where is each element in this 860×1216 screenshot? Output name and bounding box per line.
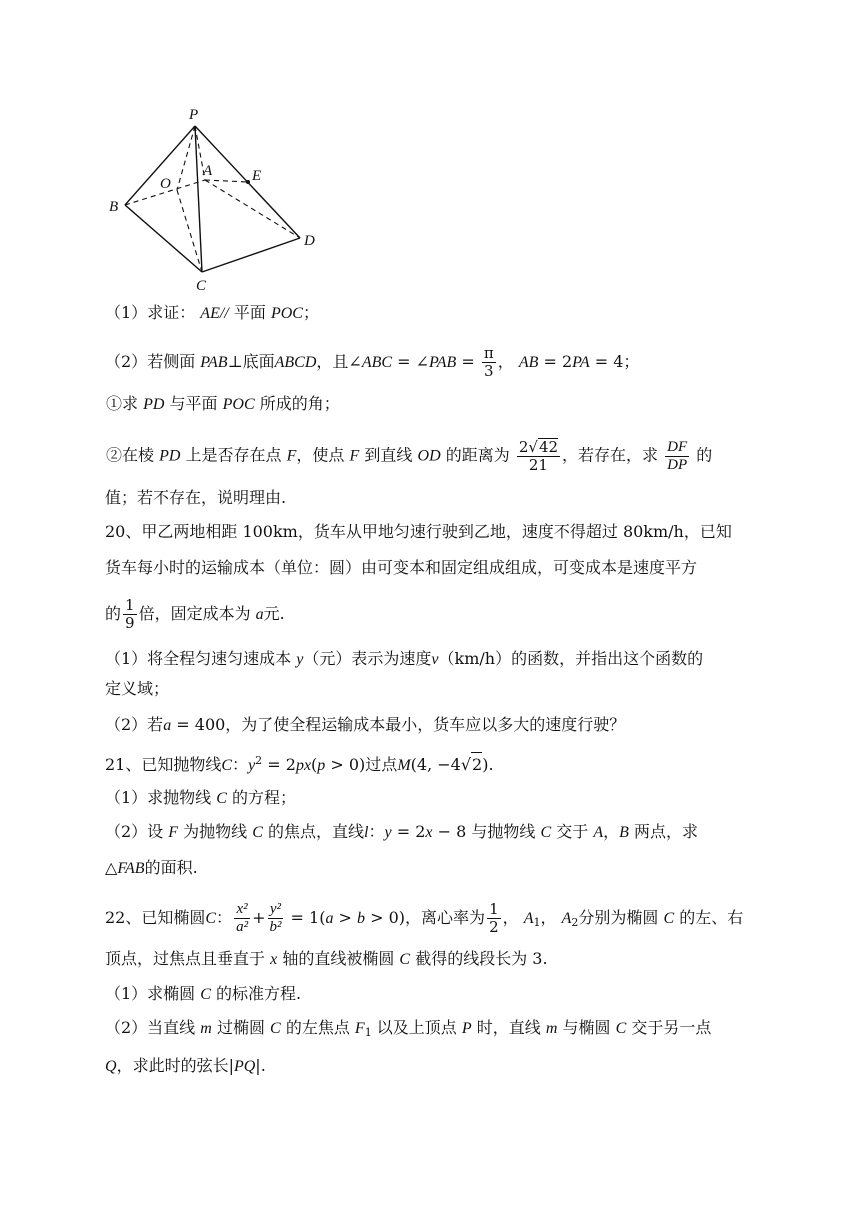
math: m bbox=[545, 1020, 558, 1037]
q22-line2 bbox=[105, 947, 548, 972]
label-c: C bbox=[196, 278, 207, 294]
label-p: P bbox=[189, 107, 199, 123]
text: 的左焦点 bbox=[285, 1018, 350, 1037]
text: ， bbox=[497, 352, 514, 371]
text: − 8 与抛物线 bbox=[432, 822, 536, 841]
edge-ad bbox=[205, 180, 300, 238]
math: F bbox=[349, 447, 360, 465]
text: 倍，固定成本为 bbox=[138, 604, 251, 623]
text: ， bbox=[540, 908, 557, 927]
text: 21、已知抛物线 bbox=[105, 755, 222, 774]
text: > 0) bbox=[325, 755, 366, 774]
text: （2）设 bbox=[105, 822, 164, 841]
text: = 1( bbox=[285, 908, 326, 927]
pyramid-figure bbox=[100, 100, 340, 300]
math: AE// bbox=[200, 305, 229, 322]
numerator: 1 bbox=[489, 900, 499, 918]
edge-bc bbox=[125, 205, 202, 272]
q20-line2: 货车每小时的运输成本（单位：圆）由可变本和固定组成组成，可变成本是速度平方 bbox=[105, 558, 698, 577]
text: ，求此时的弦长| bbox=[116, 1056, 234, 1075]
math: C bbox=[399, 951, 411, 968]
numerator: y² bbox=[269, 901, 282, 917]
text: |. bbox=[255, 1056, 266, 1075]
text: 顶点，过焦点且垂直于 bbox=[105, 949, 266, 968]
text: 为抛物线 bbox=[183, 822, 248, 841]
text: 时，直线 bbox=[476, 1018, 541, 1037]
text: ，若存在，求 bbox=[562, 445, 659, 465]
part-number: （1） bbox=[105, 303, 148, 322]
text: 到直线 bbox=[364, 445, 413, 465]
q22-part2-line2 bbox=[105, 1054, 266, 1079]
math: PAB bbox=[429, 354, 457, 371]
numerator: 2√42 bbox=[518, 438, 559, 456]
text: 的 bbox=[696, 445, 713, 465]
q20-line3 bbox=[105, 597, 285, 632]
q20-part1-line2: 定义域； bbox=[105, 679, 170, 698]
math: ABC bbox=[361, 354, 393, 371]
math: y bbox=[248, 757, 256, 774]
exponent: 2 bbox=[255, 754, 263, 767]
text: ( bbox=[311, 755, 318, 774]
numerator: π bbox=[483, 344, 494, 362]
text: = ∠ bbox=[392, 352, 430, 371]
text: 两点，求 bbox=[634, 822, 699, 841]
numerator: 1 bbox=[125, 596, 135, 614]
math: PD bbox=[159, 447, 181, 465]
denominator: 3 bbox=[484, 362, 494, 380]
math: C bbox=[216, 790, 227, 807]
math: a bbox=[325, 910, 334, 927]
text: （2）当直线 bbox=[105, 1018, 196, 1037]
fraction-df-dp bbox=[665, 439, 689, 474]
math: y bbox=[384, 824, 392, 841]
q21-line1: 21、已知抛物线C：$y^2 = 2px(p > 0)$过点M(4, −4√2). bbox=[105, 749, 494, 778]
denominator: a² bbox=[236, 919, 249, 935]
fraction-y2-b2 bbox=[267, 901, 283, 936]
q21-part2-line2 bbox=[105, 856, 198, 881]
label-b: B bbox=[109, 199, 119, 215]
math: PQ bbox=[233, 1058, 256, 1075]
math: PD bbox=[143, 396, 165, 413]
math: a bbox=[163, 717, 172, 734]
text: 轴的直线被椭圆 bbox=[282, 949, 395, 968]
math: y bbox=[296, 651, 304, 668]
q19-sub1 bbox=[106, 392, 340, 417]
part-number: （2） bbox=[105, 352, 148, 371]
math: M bbox=[397, 757, 411, 774]
math: F bbox=[168, 824, 179, 841]
fraction-one-half bbox=[487, 901, 501, 936]
subscript: 1 bbox=[533, 916, 541, 929]
fraction-x2-a2 bbox=[234, 901, 250, 936]
text: 分别为椭圆 bbox=[578, 908, 659, 927]
math: a bbox=[255, 606, 264, 623]
text: 的左、右 bbox=[679, 908, 744, 927]
math: C bbox=[615, 1020, 627, 1037]
edge-pb bbox=[125, 126, 195, 205]
fraction-one-ninth bbox=[123, 597, 137, 632]
text: ，使点 bbox=[296, 445, 345, 465]
math: C bbox=[221, 757, 233, 774]
text: ： bbox=[216, 908, 233, 927]
fraction-distance bbox=[517, 438, 560, 474]
text: （1）求抛物线 bbox=[105, 788, 212, 807]
label-o: O bbox=[160, 176, 171, 192]
q22-part1 bbox=[105, 982, 301, 1007]
text: 22、已知椭圆 bbox=[105, 908, 206, 927]
text: ，且∠ bbox=[316, 352, 362, 371]
subscript: 1 bbox=[364, 1026, 372, 1039]
text: ， bbox=[502, 908, 519, 927]
math: p bbox=[317, 757, 326, 774]
label-e: E bbox=[252, 168, 262, 184]
edge-ae bbox=[205, 180, 248, 182]
text: 若侧面 bbox=[147, 352, 196, 371]
q21-part2 bbox=[105, 820, 698, 845]
text: > 0)，离心率为 bbox=[365, 908, 486, 927]
edge-cd bbox=[202, 238, 300, 272]
math: POC bbox=[222, 396, 255, 413]
math: FAB bbox=[117, 860, 145, 877]
text: 求证： bbox=[147, 303, 196, 322]
math: AB bbox=[518, 354, 539, 371]
text: ， bbox=[603, 822, 620, 841]
text: 交于 bbox=[556, 822, 589, 841]
text: 过点 bbox=[365, 755, 398, 774]
radicand: 2 bbox=[471, 752, 482, 777]
text: 的方程； bbox=[232, 788, 297, 807]
text: = 2 bbox=[262, 755, 296, 774]
text: + bbox=[252, 908, 266, 927]
text: ⊥底面 bbox=[227, 352, 275, 371]
math: A bbox=[561, 910, 572, 927]
denominator: 21 bbox=[528, 456, 548, 474]
math: ABCD bbox=[274, 354, 317, 371]
q19-part2 bbox=[105, 345, 639, 380]
text: = 2 bbox=[538, 352, 573, 371]
radicand: 42 bbox=[538, 438, 559, 456]
text: = 2 bbox=[391, 822, 426, 841]
q21-part1 bbox=[105, 786, 296, 811]
math: PA bbox=[572, 354, 590, 371]
math: v bbox=[431, 651, 439, 668]
text: ②在棱 bbox=[106, 445, 155, 465]
text: 平面 bbox=[233, 303, 266, 322]
text: > bbox=[333, 908, 358, 927]
denominator: 9 bbox=[125, 614, 135, 632]
math: P bbox=[461, 1020, 472, 1037]
math: x bbox=[270, 951, 278, 968]
math: C bbox=[270, 1020, 281, 1037]
text: ①求 bbox=[106, 394, 139, 413]
point-e bbox=[246, 180, 250, 184]
math: px bbox=[295, 757, 312, 774]
text: 的面积. bbox=[144, 858, 198, 877]
numerator: DF bbox=[667, 438, 688, 455]
denominator: b² bbox=[269, 919, 282, 935]
math: Q bbox=[105, 1058, 117, 1075]
text: ： bbox=[368, 822, 385, 841]
text: 的焦点，直线 bbox=[268, 822, 365, 841]
text: （1）求椭圆 bbox=[105, 984, 196, 1003]
text: 截得的线段长为 3. bbox=[415, 949, 548, 968]
text: ). bbox=[482, 755, 494, 774]
math: x bbox=[425, 824, 433, 841]
q19-part1: （1）求证： AE// 平面 POC； bbox=[105, 303, 319, 322]
q19-sub2-line2: 值；若不存在，说明理由. bbox=[105, 488, 287, 507]
text: 的距离为 bbox=[445, 445, 510, 465]
q22-line1 bbox=[105, 901, 743, 936]
math: C bbox=[200, 986, 211, 1003]
math: C bbox=[252, 824, 263, 841]
text: 以及上顶点 bbox=[376, 1018, 457, 1037]
math: C bbox=[663, 910, 675, 927]
text: （km/h）的函数，并指出这个函数的 bbox=[438, 649, 704, 668]
text: （2）若 bbox=[105, 715, 164, 734]
denominator: DP bbox=[667, 456, 688, 473]
label-a: A bbox=[203, 163, 213, 179]
text: 元. bbox=[263, 604, 285, 623]
text: 的标准方程. bbox=[216, 984, 302, 1003]
denominator: 2 bbox=[489, 918, 499, 936]
math: C bbox=[540, 824, 552, 841]
math: b bbox=[357, 910, 366, 927]
text: 过椭圆 bbox=[216, 1018, 265, 1037]
text: = 4； bbox=[589, 352, 640, 371]
text: 所成的角； bbox=[259, 394, 340, 413]
q20-part2 bbox=[105, 713, 625, 738]
q19-sub2 bbox=[106, 438, 712, 474]
text: （元）表示为速度 bbox=[303, 649, 432, 668]
math: PAB bbox=[200, 354, 228, 371]
text: 与平面 bbox=[169, 394, 218, 413]
numerator: x² bbox=[236, 901, 248, 917]
text: （1）将全程匀速匀速成本 bbox=[105, 649, 292, 668]
math: l bbox=[364, 824, 369, 841]
math: OD bbox=[417, 447, 441, 465]
text: = bbox=[456, 352, 480, 371]
text: 上是否存在点 bbox=[185, 445, 282, 465]
text: = 400，为了使全程运输成本最小，货车应以多大的速度行驶？ bbox=[171, 715, 626, 734]
subscript: 2 bbox=[571, 916, 579, 929]
math: POC bbox=[270, 305, 303, 322]
text: ： bbox=[232, 755, 249, 774]
math: m bbox=[200, 1020, 212, 1037]
math: B bbox=[619, 824, 629, 841]
fraction-pi-3 bbox=[482, 345, 496, 380]
text: △ bbox=[105, 858, 118, 877]
math: F bbox=[286, 447, 297, 465]
math: F bbox=[354, 1020, 365, 1037]
math: A bbox=[593, 824, 604, 841]
text: 与椭圆 bbox=[562, 1018, 611, 1037]
math: A bbox=[523, 910, 534, 927]
q22-part2 bbox=[105, 1016, 711, 1045]
math: C bbox=[205, 910, 217, 927]
text: (4, −4 bbox=[410, 755, 461, 774]
q20-line1: 20、甲乙两地相距 100km，货车从甲地匀速行驶到乙地，速度不得超过 80km/h，已知 bbox=[105, 522, 732, 541]
text: 交于另一点 bbox=[631, 1018, 712, 1037]
coef: 2 bbox=[518, 438, 529, 456]
text: 的 bbox=[105, 604, 122, 623]
label-d: D bbox=[304, 233, 315, 249]
q20-part1 bbox=[105, 647, 703, 672]
